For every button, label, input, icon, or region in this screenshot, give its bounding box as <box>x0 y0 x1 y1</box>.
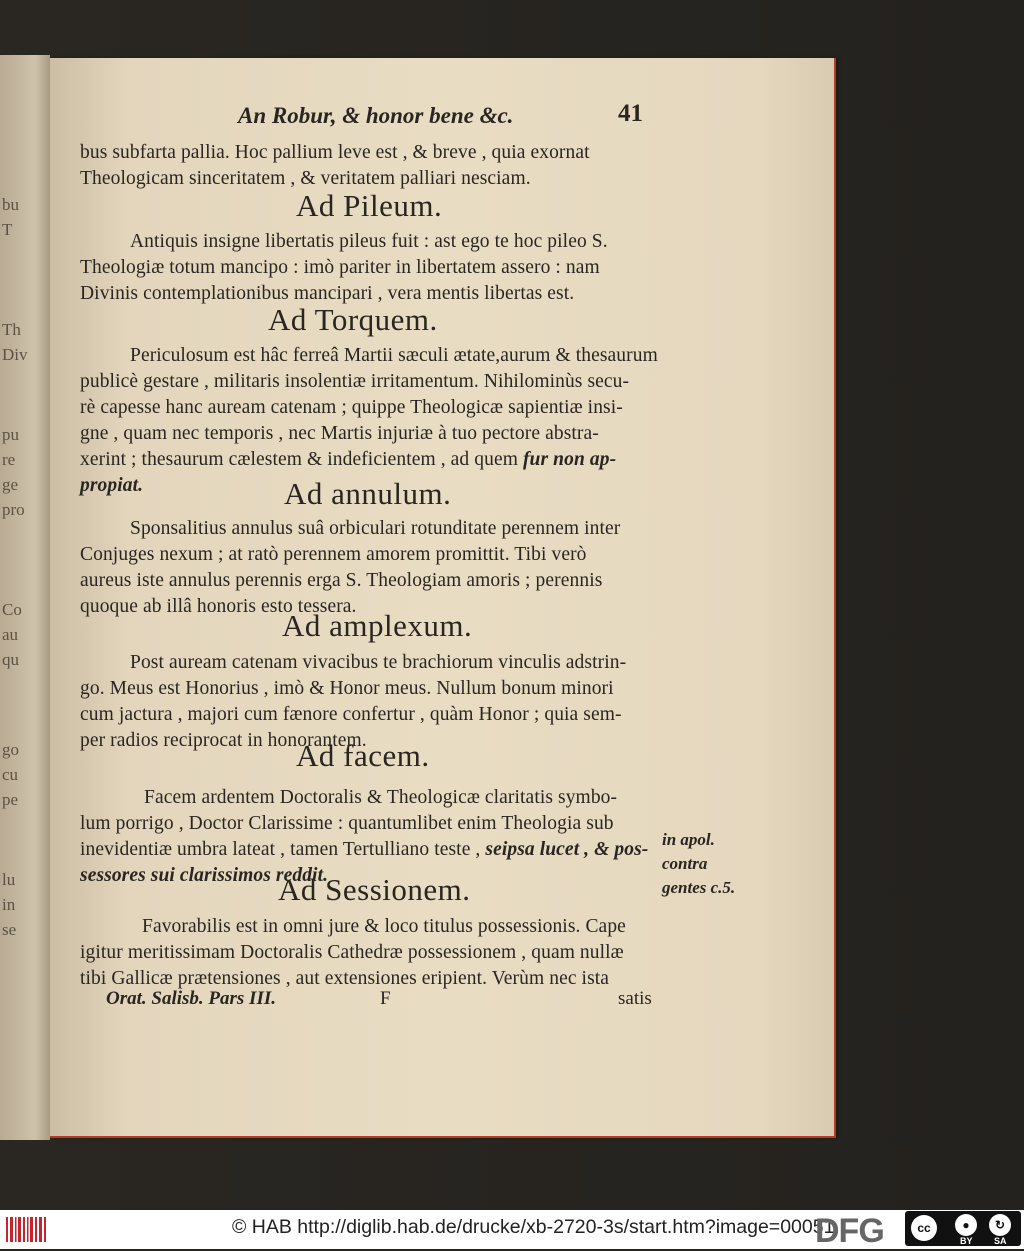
text-line: rè capesse hanc auream catenam ; quippe Theologicæ sapientiæ insi- <box>80 397 623 418</box>
signature-title <box>106 988 276 1010</box>
section-heading: Ad annulum. <box>284 476 452 511</box>
sharealike-icon: ↻ <box>989 1214 1011 1236</box>
cc-icon: cc <box>911 1215 937 1241</box>
text-line: quoque ab illâ honoris esto tessera. <box>80 596 357 617</box>
copyright-link[interactable]: © HAB http://diglib.hab.de/drucke/xb-2720-3s/start.htm?image=00051 <box>232 1216 835 1238</box>
page-number: 41 <box>618 100 643 127</box>
italic-span: sessores sui clarissimos reddit. <box>80 865 329 886</box>
text-line: Theologicam sinceritatem , & veritatem palliari nesciam. <box>80 168 531 189</box>
text-line <box>80 473 143 499</box>
text-line: aureus iste annulus perennis erga S. Theologiam amoris ; perennis <box>80 570 603 591</box>
italic-span: fur non ap- <box>522 449 617 470</box>
text-line: lum porrigo , Doctor Clarissime : quantumlibet enim Theologia sub <box>80 813 614 834</box>
italic-span: propiat. <box>80 475 144 496</box>
sa-label: SA <box>994 1236 1007 1246</box>
book-page <box>50 58 836 1138</box>
text-line: Post auream catenam vivacibus te brachiorum vinculis adstrin- <box>130 652 627 673</box>
text-line: gne , quam nec temporis , nec Martis injuriæ à tuo pectore abstra- <box>80 423 599 444</box>
margin-note: gentes c.5. <box>662 878 736 897</box>
italic-span: seipsa lucet , & pos- <box>485 839 649 860</box>
dfg-logo: DFG <box>815 1212 884 1250</box>
text-line: Favorabilis est in omni jure & loco titulus possessionis. Cape <box>142 916 626 937</box>
text-span: inevidentiæ umbra lateat , tamen Tertulliano teste , <box>80 839 481 860</box>
text-line <box>80 447 616 473</box>
text-line <box>80 837 648 863</box>
text-span: xerint ; thesaurum cælestem & indeficientem , ad quem <box>80 449 518 470</box>
text-line: Theologiæ totum mancipo : imò pariter in libertatem assero : nam <box>80 257 600 278</box>
margin-note: in apol. <box>662 830 715 849</box>
text-line: cum jactura , majori cum fænore confertur , quàm Honor ; quia sem- <box>80 704 622 725</box>
text-line: per radios reciprocat in honorantem. <box>80 730 367 751</box>
text-line: igitur meritissimam Doctoralis Cathedræ possessionem , quam nullæ <box>80 942 624 963</box>
section-heading: Ad amplexum. <box>282 608 473 643</box>
section-heading: Ad Torquem. <box>268 302 438 337</box>
text-line: Sponsalitius annulus suâ orbiculari rotunditate perennem inter <box>130 518 621 539</box>
text-line: Facem ardentem Doctoralis & Theologicæ claritatis symbo- <box>144 787 618 808</box>
margin-note: contra <box>662 854 708 873</box>
text-line: Conjuges nexum ; at ratò perennem amorem promittit. Tibi verò <box>80 544 587 565</box>
section-heading: Ad facem. <box>296 738 430 773</box>
by-label: BY <box>960 1236 973 1246</box>
running-head: An Robur, & honor bene &c. <box>238 103 514 128</box>
text-line: bus subfarta pallia. Hoc pallium leve est , & breve , quia exornat <box>80 142 590 163</box>
catchword: satis <box>618 988 652 1009</box>
text-line: go. Meus est Honorius , imò & Honor meus. Nullum bonum minori <box>80 678 614 699</box>
italic-span: Orat. Salisb. Pars III. <box>106 988 276 1009</box>
text-line: tibi Gallicæ prætensiones , aut extensiones eripient. Verùm nec ista <box>80 968 610 989</box>
by-person-icon: ● <box>955 1214 977 1236</box>
text-line: Antiquis insigne libertatis pileus fuit : ast ego te hoc pileo S. <box>130 231 608 252</box>
barcode-icon <box>4 1214 48 1245</box>
signature-mark: F <box>380 988 391 1009</box>
text-line: Periculosum est hâc ferreâ Martii sæculi ætate,aurum & thesaurum <box>130 345 658 366</box>
previous-page-edge: bu T Th Div pu re ge pro Co au qu go cu pe lu in se <box>0 55 50 1140</box>
cc-license-badge[interactable] <box>905 1211 1021 1246</box>
text-line: Divinis contemplationibus mancipari , vera mentis libertas est. <box>80 283 575 304</box>
section-heading: Ad Sessionem. <box>278 872 471 907</box>
text-line: publicè gestare , militaris insolentiæ irritamentum. Nihilominùs secu- <box>80 371 630 392</box>
section-heading: Ad Pileum. <box>296 188 443 223</box>
